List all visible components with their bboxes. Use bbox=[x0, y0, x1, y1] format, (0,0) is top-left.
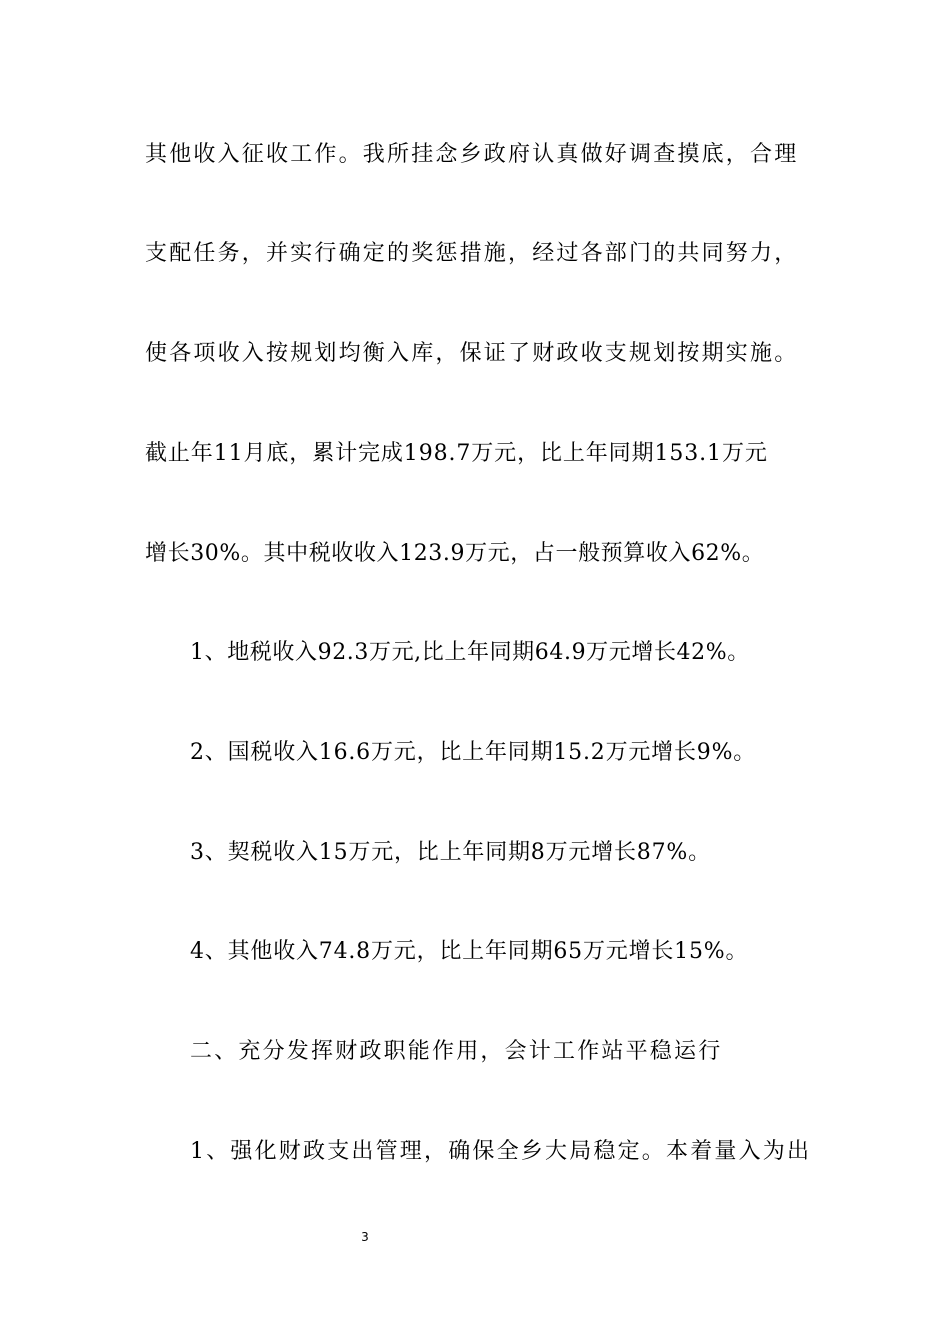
list-item-national-tax: 2、国税收入16.6万元，比上年同期15.2万元增长9%。 bbox=[190, 740, 757, 765]
list-item-deed-tax: 3、契税收入15万元，比上年同期8万元增长87%。 bbox=[190, 840, 711, 865]
list-item-other-income: 4、其他收入74.8万元，比上年同期65万元增长15%。 bbox=[190, 939, 749, 964]
page-number: 3 bbox=[361, 1230, 369, 1244]
paragraph-line-2: 支配任务，并实行确定的奖惩措施，经过各部门的共同努力， bbox=[145, 241, 799, 266]
paragraph-line-5: 增长30%。其中税收收入123.9万元，占一般预算收入62%。 bbox=[145, 541, 765, 566]
section-heading: 二、充分发挥财政职能作用，会计工作站平稳运行 bbox=[190, 1039, 723, 1064]
paragraph-line-3: 使各项收入按规划均衡入库，保证了财政收支规划按期实施。 bbox=[145, 341, 799, 366]
list-item-local-tax: 1、地税收入92.3万元,比上年同期64.9万元增长42%。 bbox=[190, 640, 750, 665]
paragraph-line-4: 截止年11月底，累计完成198.7万元，比上年同期153.1万元 bbox=[145, 441, 768, 466]
paragraph-line-1: 其他收入征收工作。我所挂念乡政府认真做好调查摸底，合理 bbox=[145, 142, 799, 167]
section-item-line: 1、强化财政支出管理，确保全乡大局稳定。本着量入为出 bbox=[190, 1139, 812, 1164]
